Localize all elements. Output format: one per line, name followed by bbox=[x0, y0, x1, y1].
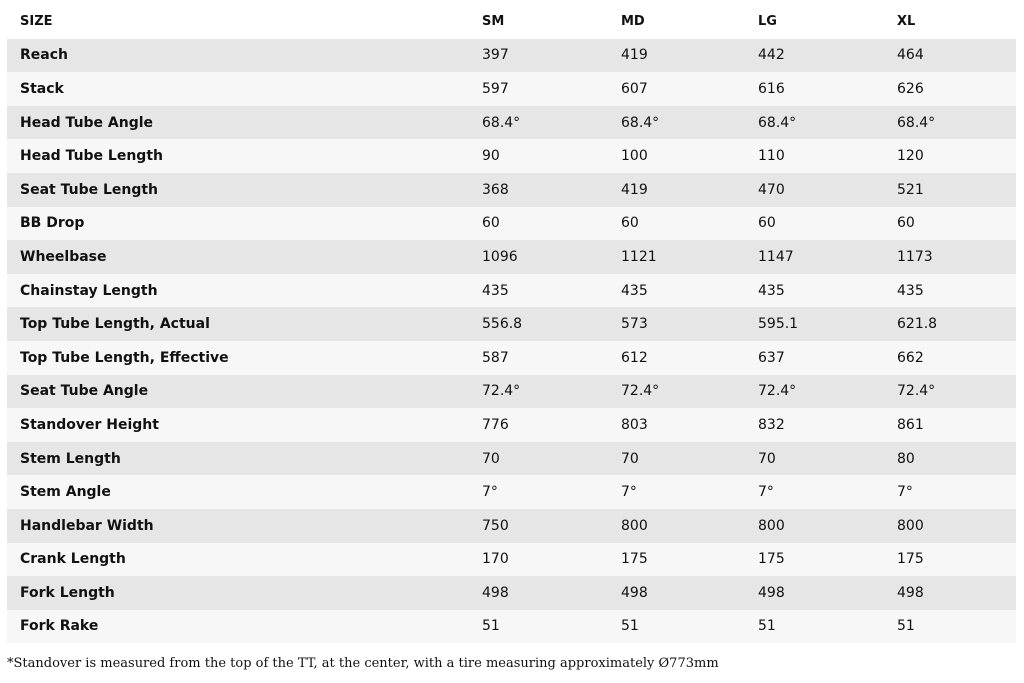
cell-value: 800 bbox=[745, 509, 884, 543]
table-row bbox=[7, 307, 1016, 341]
row-label: Handlebar Width bbox=[7, 509, 469, 543]
cell-value: 175 bbox=[745, 543, 884, 577]
table-body bbox=[7, 39, 1016, 644]
cell-value: 1147 bbox=[745, 240, 884, 274]
row-label: Stem Length bbox=[7, 442, 469, 476]
cell-value: 51 bbox=[884, 610, 1016, 644]
row-label: Crank Length bbox=[7, 543, 469, 577]
cell-value: 110 bbox=[745, 139, 884, 173]
row-label: Stem Angle bbox=[7, 475, 469, 509]
cell-value: 7° bbox=[884, 475, 1016, 509]
table-row bbox=[7, 207, 1016, 241]
header-size-xl: XL bbox=[897, 14, 916, 30]
row-label: Top Tube Length, Effective bbox=[7, 341, 469, 375]
cell-value: 419 bbox=[608, 173, 745, 207]
row-label: Fork Rake bbox=[7, 610, 469, 644]
cell-value: 498 bbox=[608, 576, 745, 610]
row-label: Stack bbox=[7, 72, 469, 106]
row-label: Fork Length bbox=[7, 576, 469, 610]
cell-value: 60 bbox=[469, 207, 608, 241]
cell-value: 556.8 bbox=[469, 307, 608, 341]
header-size: SIZE bbox=[20, 14, 53, 30]
table-row bbox=[7, 543, 1016, 577]
cell-value: 626 bbox=[884, 72, 1016, 106]
cell-value: 573 bbox=[608, 307, 745, 341]
row-label: Top Tube Length, Actual bbox=[7, 307, 469, 341]
cell-value: 7° bbox=[608, 475, 745, 509]
cell-value: 597 bbox=[469, 72, 608, 106]
cell-value: 70 bbox=[745, 442, 884, 476]
cell-value: 70 bbox=[608, 442, 745, 476]
cell-value: 435 bbox=[469, 274, 608, 308]
header-size-md: MD bbox=[621, 14, 645, 30]
cell-value: 170 bbox=[469, 543, 608, 577]
table-row bbox=[7, 509, 1016, 543]
cell-value: 621.8 bbox=[884, 307, 1016, 341]
cell-value: 419 bbox=[608, 39, 745, 73]
row-label: Standover Height bbox=[7, 408, 469, 442]
cell-value: 175 bbox=[884, 543, 1016, 577]
cell-value: 1121 bbox=[608, 240, 745, 274]
cell-value: 51 bbox=[469, 610, 608, 644]
cell-value: 587 bbox=[469, 341, 608, 375]
cell-value: 595.1 bbox=[745, 307, 884, 341]
cell-value: 80 bbox=[884, 442, 1016, 476]
table-row bbox=[7, 139, 1016, 173]
cell-value: 70 bbox=[469, 442, 608, 476]
table-row bbox=[7, 173, 1016, 207]
cell-value: 662 bbox=[884, 341, 1016, 375]
cell-value: 68.4° bbox=[745, 106, 884, 140]
geometry-table bbox=[7, 4, 1016, 643]
cell-value: 175 bbox=[608, 543, 745, 577]
cell-value: 60 bbox=[608, 207, 745, 241]
cell-value: 72.4° bbox=[608, 375, 745, 409]
cell-value: 776 bbox=[469, 408, 608, 442]
cell-value: 51 bbox=[745, 610, 884, 644]
table-row bbox=[7, 442, 1016, 476]
cell-value: 368 bbox=[469, 173, 608, 207]
cell-value: 616 bbox=[745, 72, 884, 106]
cell-value: 442 bbox=[745, 39, 884, 73]
table-row bbox=[7, 106, 1016, 140]
cell-value: 7° bbox=[745, 475, 884, 509]
cell-value: 861 bbox=[884, 408, 1016, 442]
row-label: Seat Tube Length bbox=[7, 173, 469, 207]
table-row bbox=[7, 39, 1016, 73]
cell-value: 498 bbox=[884, 576, 1016, 610]
cell-value: 100 bbox=[608, 139, 745, 173]
row-label: Head Tube Length bbox=[7, 139, 469, 173]
cell-value: 498 bbox=[469, 576, 608, 610]
cell-value: 464 bbox=[884, 39, 1016, 73]
row-label: Wheelbase bbox=[7, 240, 469, 274]
table-row bbox=[7, 375, 1016, 409]
cell-value: 51 bbox=[608, 610, 745, 644]
row-label: Reach bbox=[7, 39, 469, 73]
cell-value: 800 bbox=[884, 509, 1016, 543]
row-label: Chainstay Length bbox=[7, 274, 469, 308]
cell-value: 607 bbox=[608, 72, 745, 106]
table-row bbox=[7, 240, 1016, 274]
header-size-lg: LG bbox=[758, 14, 777, 30]
cell-value: 72.4° bbox=[745, 375, 884, 409]
table-row bbox=[7, 72, 1016, 106]
cell-value: 1096 bbox=[469, 240, 608, 274]
cell-value: 498 bbox=[745, 576, 884, 610]
cell-value: 397 bbox=[469, 39, 608, 73]
cell-value: 60 bbox=[884, 207, 1016, 241]
cell-value: 68.4° bbox=[884, 106, 1016, 140]
cell-value: 800 bbox=[608, 509, 745, 543]
cell-value: 68.4° bbox=[608, 106, 745, 140]
cell-value: 68.4° bbox=[469, 106, 608, 140]
cell-value: 435 bbox=[745, 274, 884, 308]
cell-value: 60 bbox=[745, 207, 884, 241]
table-row bbox=[7, 610, 1016, 644]
cell-value: 7° bbox=[469, 475, 608, 509]
cell-value: 521 bbox=[884, 173, 1016, 207]
cell-value: 1173 bbox=[884, 240, 1016, 274]
table-row bbox=[7, 341, 1016, 375]
cell-value: 120 bbox=[884, 139, 1016, 173]
cell-value: 435 bbox=[884, 274, 1016, 308]
cell-value: 750 bbox=[469, 509, 608, 543]
cell-value: 637 bbox=[745, 341, 884, 375]
header-size-sm: SM bbox=[482, 14, 505, 30]
table-row bbox=[7, 576, 1016, 610]
cell-value: 803 bbox=[608, 408, 745, 442]
row-label: Seat Tube Angle bbox=[7, 375, 469, 409]
cell-value: 435 bbox=[608, 274, 745, 308]
cell-value: 90 bbox=[469, 139, 608, 173]
cell-value: 72.4° bbox=[884, 375, 1016, 409]
table-row bbox=[7, 475, 1016, 509]
cell-value: 470 bbox=[745, 173, 884, 207]
standover-footnote: *Standover is measured from the top of the TT, at the center, with a tire measuring approximately Ø773mm bbox=[7, 656, 719, 671]
cell-value: 832 bbox=[745, 408, 884, 442]
cell-value: 72.4° bbox=[469, 375, 608, 409]
row-label: Head Tube Angle bbox=[7, 106, 469, 140]
table-row bbox=[7, 274, 1016, 308]
table-row bbox=[7, 408, 1016, 442]
cell-value: 612 bbox=[608, 341, 745, 375]
row-label: BB Drop bbox=[7, 207, 469, 241]
table-header-row bbox=[7, 4, 1016, 39]
